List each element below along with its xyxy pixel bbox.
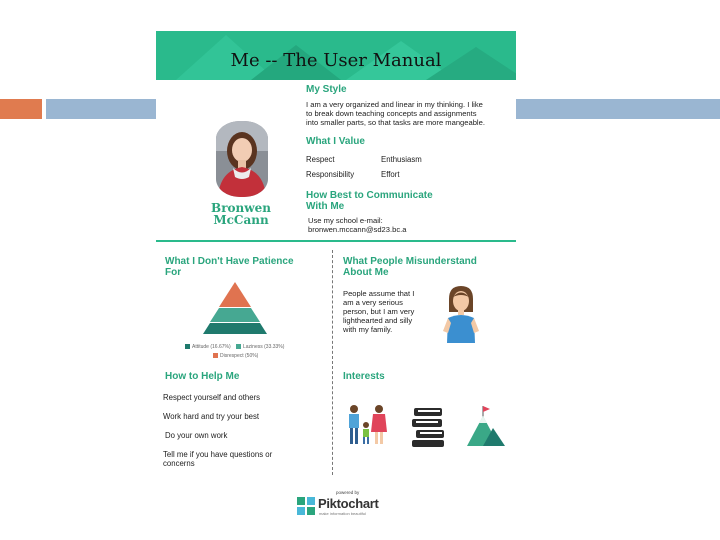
help-item: Do your own work [165, 431, 228, 440]
page-title: Me -- The User Manual [230, 50, 442, 71]
slide-accent-bar [0, 99, 42, 119]
person-first-name: Bronwen [211, 201, 271, 215]
books-icon [410, 406, 446, 448]
person-last-name: McCann [213, 213, 269, 227]
my-style-text: I am a very organized and linear in my thinking. I like to break down teaching concepts and assignments into smaller parts, so that tasks are more mangeable. [306, 100, 485, 127]
help-item: Work hard and try your best [163, 412, 260, 421]
help-item: Tell me if you have questions or concerns [163, 450, 273, 468]
value-item: Respect [306, 155, 335, 164]
patience-heading: What I Don't Have Patience For [165, 256, 294, 278]
value-item: Enthusiasm [381, 155, 422, 164]
misunderstand-text: People assume that I am a very serious person, but I am very lighthearted and silly with my family. [343, 289, 415, 334]
legend-swatch [185, 344, 190, 349]
help-item: Respect yourself and others [163, 393, 261, 402]
pyramid-disrespect-slice [219, 282, 251, 307]
communicate-heading: How Best to Communicate With Me [306, 190, 433, 212]
legend-swatch [236, 344, 241, 349]
vertical-divider [332, 250, 333, 475]
powered-by-label: powered by [336, 490, 360, 495]
mountain-flag-icon [465, 404, 505, 448]
interests-heading: Interests [343, 371, 385, 382]
value-item: Effort [381, 170, 400, 179]
misunderstand-heading: What People Misunderstand About Me [343, 256, 477, 278]
family-icon [343, 404, 389, 448]
help-heading: How to Help Me [165, 371, 240, 382]
value-item: Responsibility [306, 170, 355, 179]
piktochart-logo-icon [297, 497, 316, 516]
pyramid-attitude-slice [203, 323, 267, 334]
woman-avatar-icon [440, 285, 482, 343]
infographic-header [156, 31, 516, 80]
my-style-heading: My Style [306, 84, 347, 95]
legend-swatch [213, 353, 218, 358]
legend-laziness: Laziness (33.33%) [236, 344, 284, 350]
legend-attitude: Attitude (16.67%) [185, 344, 231, 350]
portrait-photo [216, 121, 268, 197]
legend-disrespect: Disrespect (50%) [213, 353, 258, 359]
piktochart-brand: Piktochart [318, 496, 379, 511]
pyramid-laziness-slice [210, 308, 260, 322]
piktochart-tagline: make information beautiful [319, 511, 366, 516]
pyramid-chart [203, 282, 267, 336]
values-heading: What I Value [306, 136, 365, 147]
horizontal-divider [156, 240, 516, 242]
communicate-text: Use my school e-mail: bronwen.mccann@sd23.bc.a [308, 216, 407, 234]
